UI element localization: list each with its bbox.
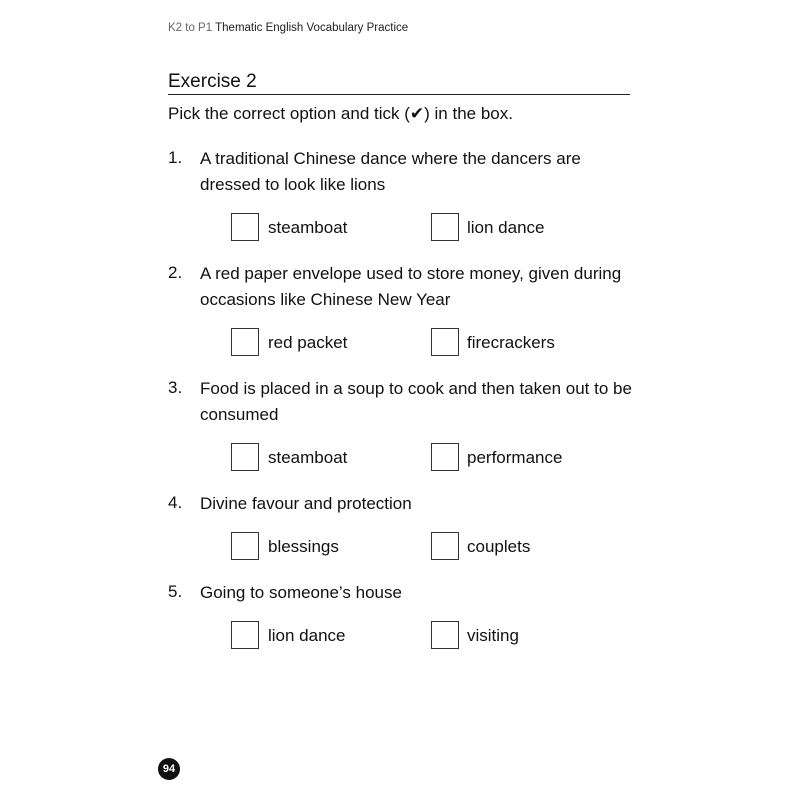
option-checkbox[interactable] [431,328,459,356]
question-number: 5. [168,582,183,601]
question-number: 4. [168,493,183,512]
exercise-title: Exercise 2 [168,71,257,92]
question-text: Food is placed in a soup to cook and then taken out to be consumed [200,379,632,424]
option-label: steamboat [268,448,348,467]
option-label: steamboat [268,218,348,237]
option-label: lion dance [467,218,545,237]
question-number: 2. [168,263,183,282]
question-text: A traditional Chinese dance where the dancers are dressed to look like lions [200,149,581,194]
option-checkbox[interactable] [431,532,459,560]
option-label: visiting [467,626,519,645]
exercise-instruction: Pick the correct option and tick (✔) in the box. [168,104,513,123]
page-header [168,22,408,34]
option-checkbox[interactable] [231,213,259,241]
option-checkbox[interactable] [431,621,459,649]
option-checkbox[interactable] [231,621,259,649]
option-checkbox[interactable] [431,213,459,241]
exercise-divider [168,94,630,95]
question-text: A red paper envelope used to store money, given during occasions like Chinese New Year [200,264,622,309]
question-number: 3. [168,378,183,397]
option-label: firecrackers [467,333,555,352]
option-label: red packet [268,333,348,352]
option-label: performance [467,448,563,467]
question-text: Going to someone’s house [200,583,402,602]
question-number: 1. [168,148,183,167]
option-label: couplets [467,537,531,556]
option-label: blessings [268,537,339,556]
question-text: Divine favour and protection [200,494,412,513]
option-checkbox[interactable] [231,328,259,356]
page-number-badge: 94 [158,758,180,780]
option-checkbox[interactable] [431,443,459,471]
header-title: Thematic English Vocabulary Practice [215,22,409,34]
header-level: K2 to P1 [168,22,213,34]
option-checkbox[interactable] [231,443,259,471]
option-checkbox[interactable] [231,532,259,560]
option-label: lion dance [268,626,346,645]
